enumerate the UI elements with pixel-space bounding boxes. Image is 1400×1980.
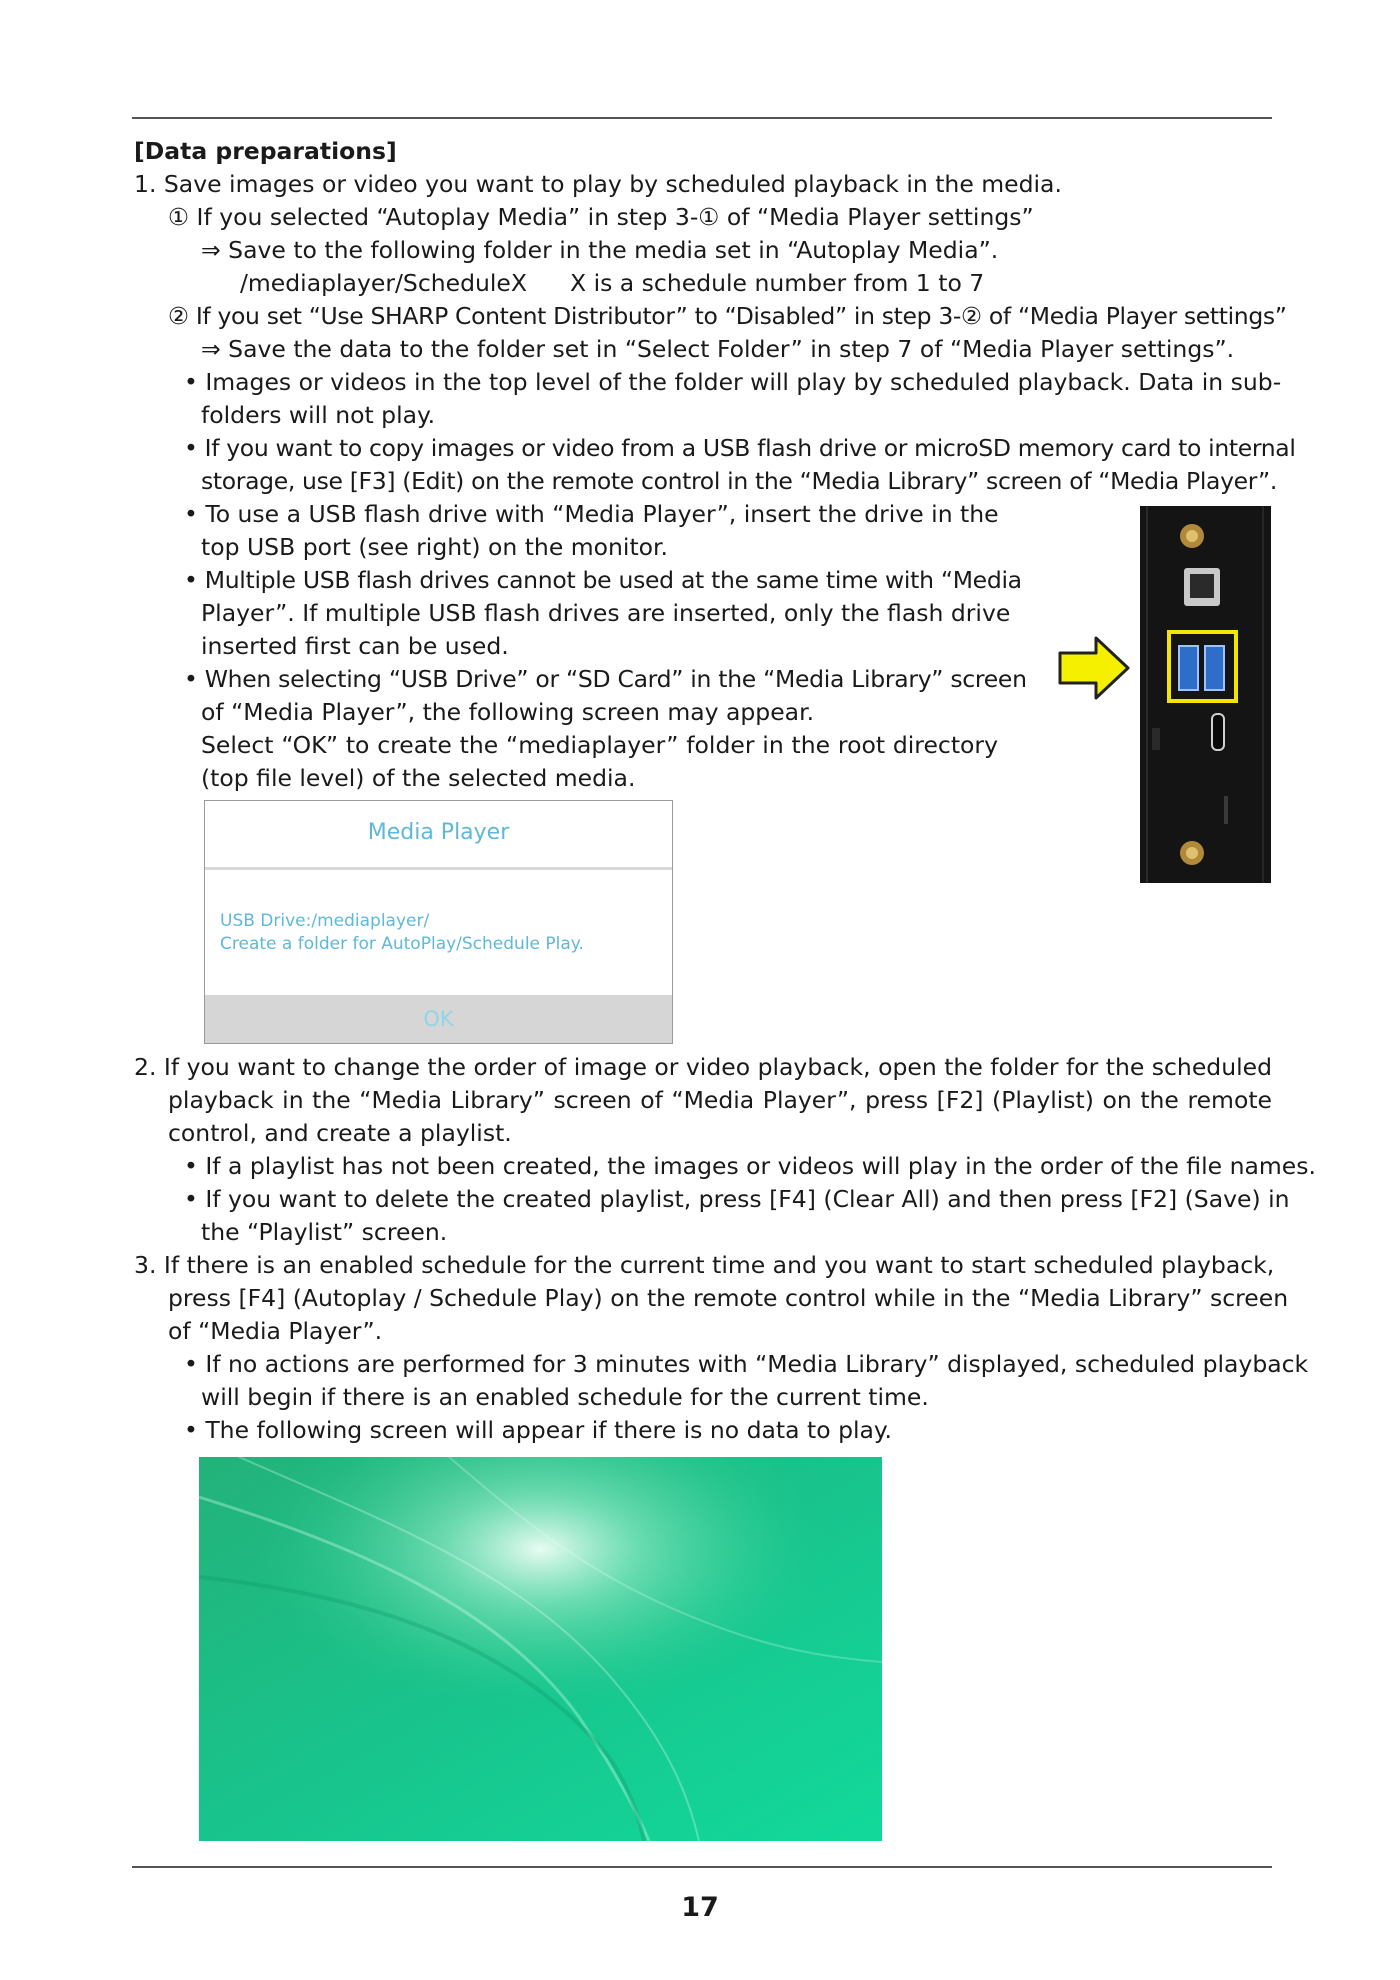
bottom-rule <box>132 1866 1272 1868</box>
dialog-message-text: Create a folder for AutoPlay/Schedule Play. <box>220 934 584 954</box>
note-usb-port-cont: top USB port (see right) on the monitor. <box>201 533 669 561</box>
media-player-dialog <box>204 800 673 1044</box>
pointer-arrow-icon <box>1058 635 1130 701</box>
note-usb-port: • To use a USB flash drive with “Media Player”, insert the drive in the <box>184 500 999 528</box>
folder-path: /mediaplayer/ScheduleX <box>240 269 527 297</box>
note-no-data-screen: • The following screen will appear if there is no data to play. <box>184 1416 892 1444</box>
step-1-option-2: ② If you set “Use SHARP Content Distributor” to “Disabled” in step 3-② of “Media Player settings” <box>168 302 1287 330</box>
note-auto-start-cont: will begin if there is an enabled schedule for the current time. <box>201 1383 929 1411</box>
note-playlist-order: • If a playlist has not been created, the images or videos will play in the order of the file names. <box>184 1152 1316 1180</box>
dialog-ok-button[interactable]: OK <box>205 995 672 1043</box>
note-multiple-drives-cont1: Player”. If multiple USB flash drives are inserted, only the flash drive <box>201 599 1011 627</box>
page-number: 17 <box>681 1892 719 1923</box>
note-multiple-drives: • Multiple USB flash drives cannot be used at the same time with “Media <box>184 566 1022 594</box>
no-data-screen-image <box>199 1457 882 1841</box>
step-1-option-2-instruction: ⇒ Save the data to the folder set in “Select Folder” in step 7 of “Media Player settings”. <box>201 335 1235 363</box>
note-top-level-cont: folders will not play. <box>201 401 436 429</box>
section-heading: [Data preparations] <box>134 137 397 165</box>
note-selecting-drive-cont3: (top file level) of the selected media. <box>201 764 636 792</box>
note-copy: • If you want to copy images or video from a USB flash drive or microSD memory card to internal <box>184 434 1296 462</box>
note-selecting-drive-cont1: of “Media Player”, the following screen may appear. <box>201 698 815 726</box>
step-1-option-1-instruction: ⇒ Save to the following folder in the media set in “Autoplay Media”. <box>201 236 999 264</box>
step-2: 2. If you want to change the order of image or video playback, open the folder for the scheduled <box>134 1053 1272 1081</box>
dialog-title: Media Player <box>367 820 510 845</box>
note-top-level: • Images or videos in the top level of the folder will play by scheduled playback. Data in sub- <box>184 368 1282 396</box>
step-2-cont2: control, and create a playlist. <box>168 1119 512 1147</box>
note-delete-playlist: • If you want to delete the created playlist, press [F4] (Clear All) and then press [F2] (Save) in <box>184 1185 1290 1213</box>
monitor-usb-port-photo <box>1140 506 1271 883</box>
note-selecting-drive-cont2: Select “OK” to create the “mediaplayer” folder in the root directory <box>201 731 998 759</box>
note-delete-playlist-cont: the “Playlist” screen. <box>201 1218 448 1246</box>
step-3: 3. If there is an enabled schedule for the current time and you want to start scheduled playback, <box>134 1251 1275 1279</box>
folder-path-note: X is a schedule number from 1 to 7 <box>570 269 985 297</box>
dialog-divider <box>205 867 672 870</box>
step-1: 1. Save images or video you want to play by scheduled playback in the media. <box>134 170 1062 198</box>
step-3-cont2: of “Media Player”. <box>168 1317 383 1345</box>
step-1-option-1: ① If you selected “Autoplay Media” in step 3-① of “Media Player settings” <box>168 203 1034 231</box>
step-3-cont1: press [F4] (Autoplay / Schedule Play) on the remote control while in the “Media Library” screen <box>168 1284 1289 1312</box>
note-selecting-drive: • When selecting “USB Drive” or “SD Card” in the “Media Library” screen <box>184 665 1027 693</box>
note-multiple-drives-cont2: inserted first can be used. <box>201 632 509 660</box>
step-2-cont1: playback in the “Media Library” screen of “Media Player”, press [F2] (Playlist) on the remote <box>168 1086 1272 1114</box>
note-copy-cont: storage, use [F3] (Edit) on the remote control in the “Media Library” screen of “Media Player”. <box>201 467 1278 495</box>
top-rule <box>132 117 1272 119</box>
note-auto-start: • If no actions are performed for 3 minutes with “Media Library” displayed, scheduled playback <box>184 1350 1309 1378</box>
dialog-message-path: USB Drive:/mediaplayer/ <box>220 911 430 931</box>
